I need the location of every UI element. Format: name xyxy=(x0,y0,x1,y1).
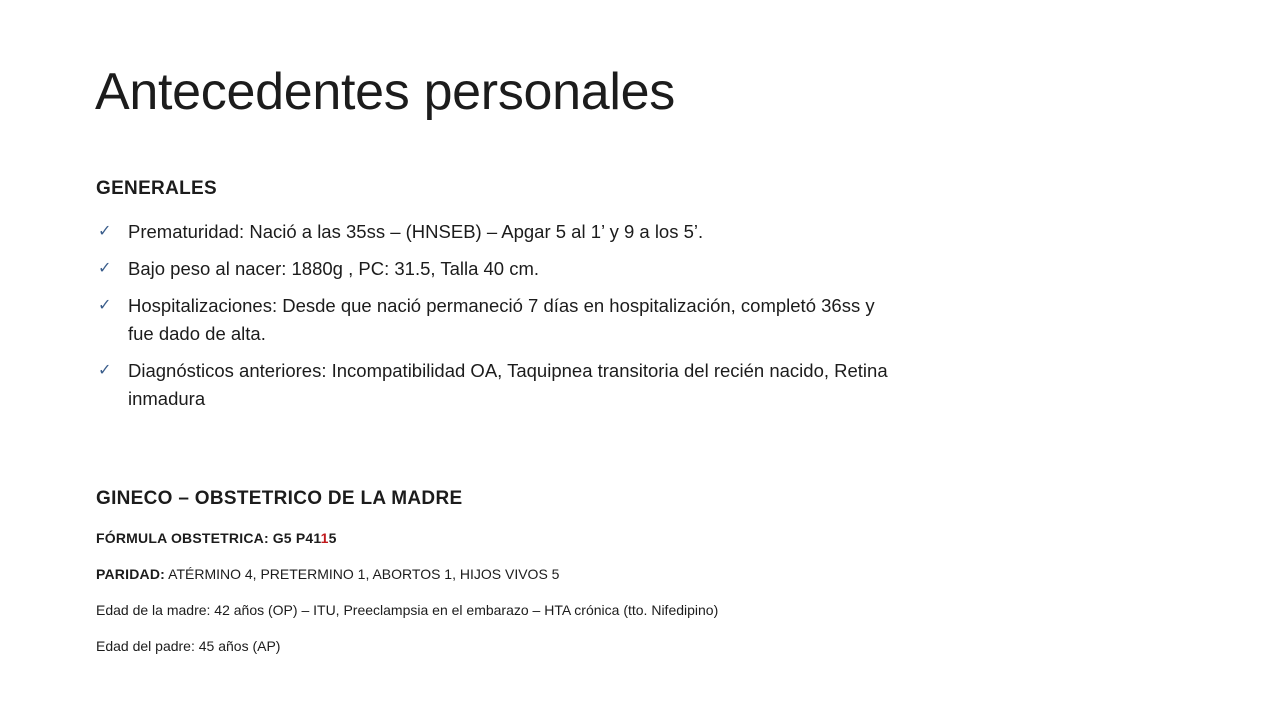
checkmark-icon: ✓ xyxy=(98,297,112,314)
edad-madre: Edad de la madre: 42 años (OP) – ITU, Preeclampsia en el embarazo – HTA crónica (tto. Nifedipino) xyxy=(96,602,719,618)
paridad-value: ATÉRMINO 4, PRETERMINO 1, ABORTOS 1, HIJOS VIVOS 5 xyxy=(168,566,560,582)
list-item xyxy=(96,292,896,348)
edad-padre: Edad del padre: 45 años (AP) xyxy=(96,638,281,654)
checkmark-icon: ✓ xyxy=(98,223,112,240)
paridad-label: PARIDAD: xyxy=(96,566,166,582)
section-heading-generales: GENERALES xyxy=(96,178,217,199)
checkmark-icon: ✓ xyxy=(98,362,112,379)
formula-label: FÓRMULA OBSTETRICA: xyxy=(96,530,269,546)
section-heading-gineco: GINECO – OBSTETRICO DE LA MADRE xyxy=(96,488,463,509)
list-item-text: Diagnósticos anteriores: Incompatibilidad OA, Taquipnea transitoria del recién nacido, Retina inmadura xyxy=(128,360,888,409)
checkmark-icon: ✓ xyxy=(98,260,112,277)
list-item xyxy=(96,218,896,246)
formula-obstetrica xyxy=(96,530,337,546)
list-item xyxy=(96,255,896,283)
list-item-text: Prematuridad: Nació a las 35ss – (HNSEB) – Apgar 5 al 1’ y 9 a los 5’. xyxy=(128,221,704,242)
list-item-text: Hospitalizaciones: Desde que nació permaneció 7 días en hospitalización, completó 36ss y fue dado de alta. xyxy=(128,295,875,344)
list-item xyxy=(96,357,896,413)
generales-list xyxy=(96,218,896,422)
formula-value-prefix: G5 P41 xyxy=(272,530,321,546)
formula-value-highlight: 1 xyxy=(320,530,329,546)
slide-title: Antecedentes personales xyxy=(95,63,675,121)
paridad xyxy=(96,566,559,582)
formula-value-suffix: 5 xyxy=(328,530,337,546)
list-item-text: Bajo peso al nacer: 1880g , PC: 31.5, Talla 40 cm. xyxy=(128,258,540,279)
